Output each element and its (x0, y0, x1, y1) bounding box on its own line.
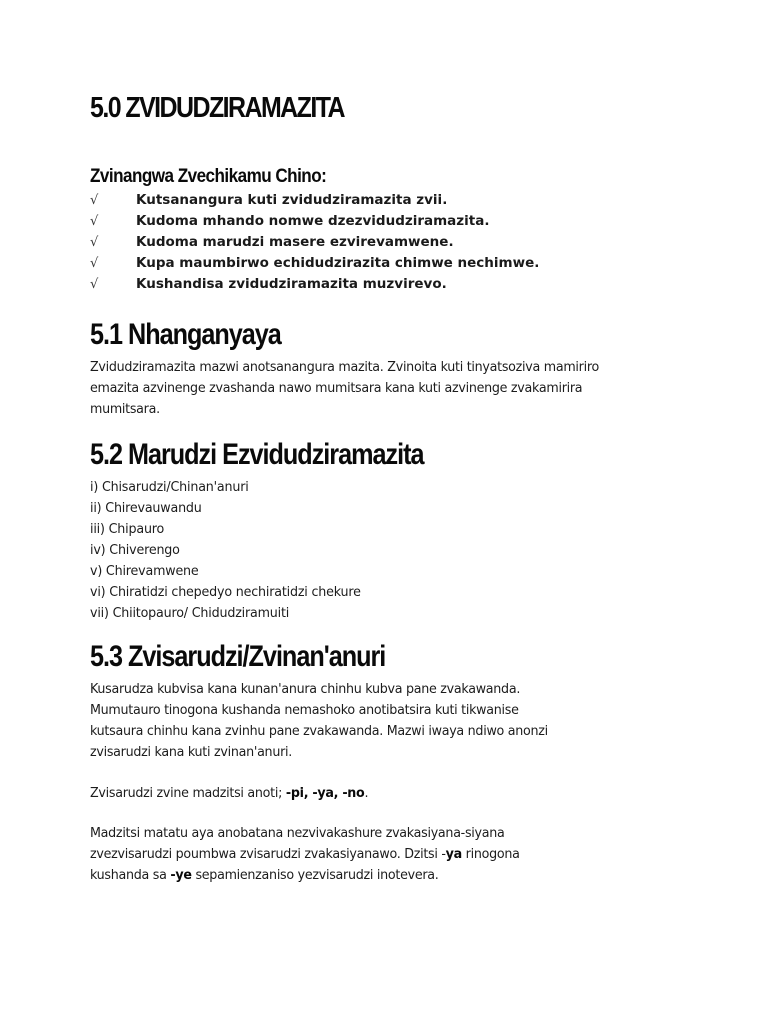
objective-text: Kudoma marudzi masere ezvirevamwene. (136, 234, 454, 250)
roots-intro-text: Zvisarudzi zvine madzitsi anoti; (90, 785, 286, 801)
objective-text: Kudoma mhando nomwe dzezvidudziramazita. (136, 213, 490, 229)
objective-item (90, 211, 539, 232)
text-run: zvezvisarudzi poumbwa zvisarudzi zvakasiyanawo. Dzitsi - (90, 846, 446, 862)
list-item: v) Chirevamwene (90, 563, 199, 579)
list-item: iv) Chiverengo (90, 542, 180, 558)
objective-item (90, 274, 539, 295)
bold-root: -ye (170, 867, 192, 883)
paragraph-line: kutsaura chinhu kana zvinhu pane zvakawanda. Mazwi iwaya ndiwo anonzi (90, 723, 548, 739)
paragraph-line (90, 783, 368, 804)
objective-item (90, 190, 539, 211)
paragraph-line: Madzitsi matatu aya anobatana nezvivakashure zvakasiyana-siyana (90, 825, 505, 841)
paragraph-line: Kusarudza kubvisa kana kunan'anura chinhu kubva pane zvakawanda. (90, 681, 521, 697)
objective-text: Kutsanangura kuti zvidudziramazita zvii. (136, 192, 448, 208)
paragraph-line: mumitsara. (90, 401, 160, 417)
paragraph-line: Zvidudziramazita mazwi anotsanangura mazita. Zvinoita kuti tinyatsoziva mamiriro (90, 359, 599, 375)
objective-text: Kupa maumbirwo echidudzirazita chimwe nechimwe. (136, 255, 540, 271)
checkmark-icon: √ (90, 214, 99, 229)
text-run: sepamienzaniso yezvisarudzi inotevera. (191, 867, 439, 883)
selectors-paragraph-3 (90, 823, 520, 886)
paragraph-line: zvisarudzi kana kuti zvinan'anuri. (90, 744, 293, 760)
section-heading-5-3: 5.3 Zvisarudzi/Zvinan'anuri (90, 640, 386, 673)
checkmark-icon: √ (90, 193, 99, 208)
text-run: kushanda sa (90, 867, 171, 883)
objectives-list (90, 190, 539, 295)
objective-text: Kushandisa zvidudziramazita muzvirevo. (136, 276, 447, 292)
text-run: rinogona (461, 846, 520, 862)
objective-item (90, 253, 539, 274)
selectors-paragraph-2 (90, 783, 368, 804)
paragraph-line: emazita azvinenge zvashanda nawo mumitsara kana kuti azvinenge zvakamirira (90, 380, 583, 396)
section-heading-5-1: 5.1 Nhanganyaya (90, 318, 281, 351)
roots-bold: -pi, -ya, -no (285, 785, 365, 801)
list-item: i) Chisarudzi/Chinan'anuri (90, 479, 249, 495)
bold-root: ya (445, 846, 462, 862)
document-title: 5.0 ZVIDUDZIRAMAZITA (90, 92, 345, 124)
intro-paragraph (90, 357, 599, 420)
list-item: vii) Chiitopauro/ Chidudziramuiti (90, 605, 290, 621)
objective-item (90, 232, 539, 253)
roots-end: . (364, 785, 369, 801)
paragraph-line (90, 865, 520, 886)
objectives-heading: Zvinangwa Zvechikamu Chino: (90, 166, 327, 187)
types-list (90, 477, 378, 624)
paragraph-line: Mumutauro tinogona kushanda nemashoko anotibatsira kuti tikwanise (90, 702, 519, 718)
paragraph-line (90, 844, 520, 865)
section-heading-5-2: 5.2 Marudzi Ezvidudziramazita (90, 438, 424, 471)
list-item: iii) Chipauro (90, 521, 165, 537)
list-item: ii) Chirevauwandu (90, 500, 202, 516)
checkmark-icon: √ (90, 256, 99, 271)
selectors-paragraph-1 (90, 679, 548, 763)
checkmark-icon: √ (90, 235, 99, 250)
list-item: vi) Chiratidzi chepedyo nechiratidzi chekure (90, 584, 361, 600)
checkmark-icon: √ (90, 277, 99, 292)
